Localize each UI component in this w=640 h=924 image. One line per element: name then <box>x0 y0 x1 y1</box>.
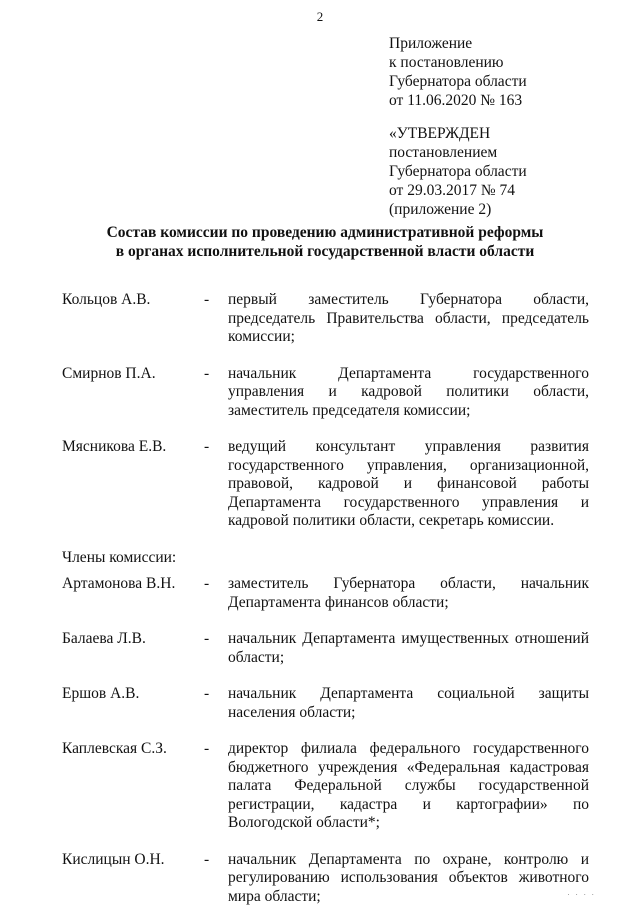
dash-separator: - <box>204 291 210 308</box>
roster-row <box>62 630 589 667</box>
members-heading: Члены комиссии: <box>62 548 177 566</box>
roster-row <box>62 291 589 347</box>
approved-block <box>389 124 527 219</box>
member-name: Смирнов П.А. <box>62 364 156 382</box>
appendix-line: от 11.06.2020 № 163 <box>389 92 523 109</box>
member-name: Балаева Л.В. <box>62 630 146 647</box>
member-role: начальник Департамента социальной защиты населения области; <box>228 685 589 721</box>
appendix-block <box>389 34 527 110</box>
roster-row <box>62 438 589 531</box>
roster-row <box>62 685 589 722</box>
title-line: Состав комиссии по проведению административной реформы <box>106 224 544 241</box>
member-role: первый заместитель Губернатора области, председатель Правительства области, председатель комиссии; <box>228 291 589 345</box>
roster-row <box>62 365 589 421</box>
member-name: Мясникова Е.В. <box>62 438 167 455</box>
member-name: Артамонова В.Н. <box>62 575 176 592</box>
member-name: Ершов А.В. <box>62 685 140 702</box>
page-number: 2 <box>316 9 324 24</box>
approved-line: постановлением <box>389 144 498 161</box>
member-role: начальник Департамента имущественных отношений области; <box>228 630 589 666</box>
member-role: заместитель Губернатора области, начальник Департамента финансов области; <box>228 575 589 611</box>
appendix-line: Губернатора области <box>389 73 527 90</box>
title-line: в органах исполнительной государственной власти области <box>115 243 535 260</box>
dash-separator: - <box>204 438 210 455</box>
dash-separator: - <box>204 630 210 647</box>
member-role: начальник Департамента государственного управления и кадровой политики области, заместитель председателя комиссии; <box>228 364 589 419</box>
approved-line: от 29.03.2017 № 74 <box>389 182 515 199</box>
scan-artifact-mark: · · · · <box>567 891 596 899</box>
member-name: Кислицын О.Н. <box>62 850 165 868</box>
appendix-line: к постановлению <box>389 54 504 71</box>
dash-separator: - <box>204 364 210 382</box>
approved-line: Губернатора области <box>389 163 527 180</box>
dash-separator: - <box>204 575 210 592</box>
commission-roster <box>62 291 589 924</box>
dash-separator: - <box>204 850 210 868</box>
member-name: Кольцов А.В. <box>62 291 151 308</box>
member-role: директор филиала федерального государственного бюджетного учреждения «Федеральная кадастровая палата Федеральной службы государственной регистрации, кадастра и картографии» по Вологодской области*; <box>228 740 589 831</box>
member-role: начальник Департамента по охране, контролю и регулированию использования объектов животного мира области; <box>228 850 589 905</box>
member-role: ведущий консультант управления развития государственного управления, организационной, правовой, кадровой и финансовой работы Департамента государственного управления и кадровой политики области, секретарь комиссии. <box>228 438 589 529</box>
approved-line: «УТВЕРЖДЕН <box>389 125 491 142</box>
approved-line: (приложение 2) <box>389 201 492 218</box>
member-name: Каплевская С.З. <box>62 740 167 757</box>
dash-separator: - <box>204 685 210 702</box>
roster-row <box>62 851 589 907</box>
dash-separator: - <box>204 740 210 757</box>
document-title <box>60 223 590 261</box>
appendix-line: Приложение <box>389 35 473 52</box>
roster-row <box>62 740 589 833</box>
roster-row <box>62 575 589 612</box>
